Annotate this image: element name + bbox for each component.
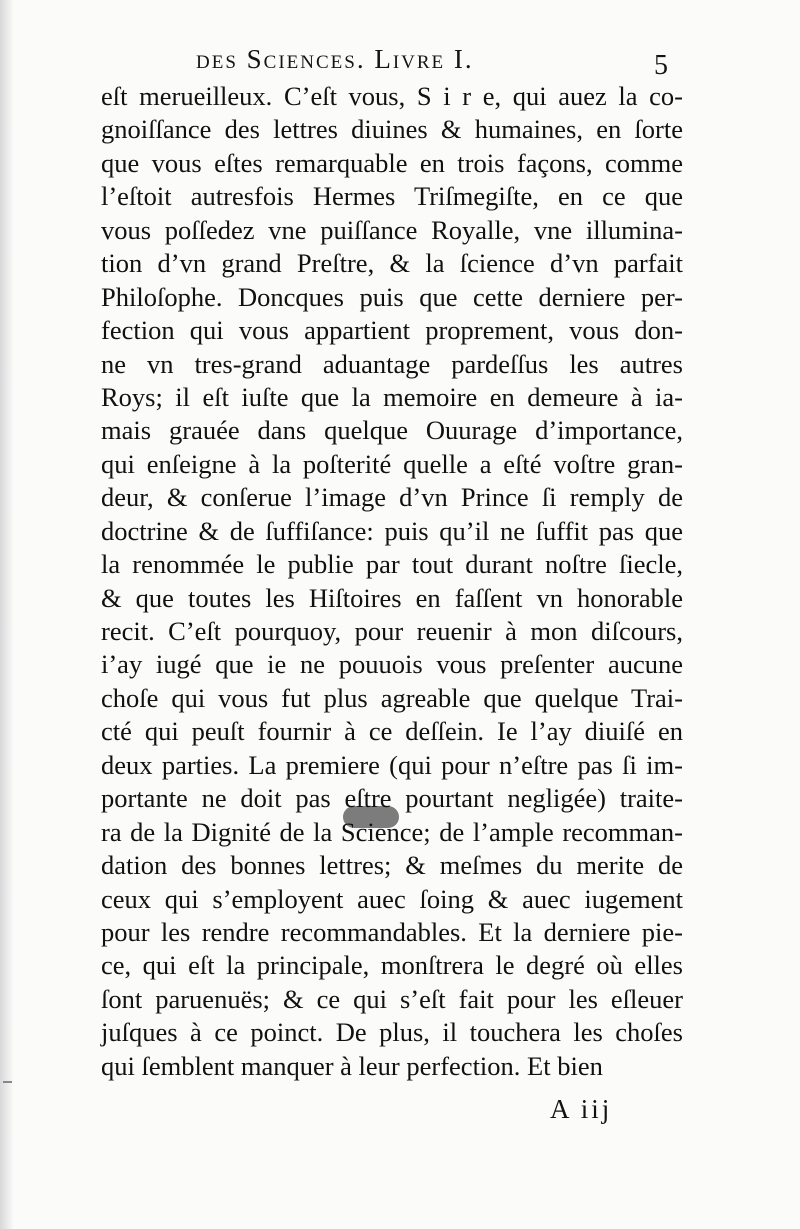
text-line: portante ne doit pas eſtre pourtant negligée) traite- [101, 783, 683, 814]
text-line: Roys; il eſt iuſte que la memoire en demeure à ia- [101, 381, 683, 412]
text-line: ra de la Dignité de la Science; de l’ample recomman- [101, 816, 683, 847]
text-line: fection qui vous appartient proprement, vous don- [101, 315, 683, 346]
text-line: pour les rendre recommandables. Et la derniere pie- [101, 916, 683, 947]
text-line: eſt merueilleux. C’eſt vous, S i r e, qui auez la co- [101, 81, 683, 111]
text-line: doctrine & de ſuffiſance: puis qu’il ne ſuffit pas que [101, 515, 683, 546]
text-line: tion d’vn grand Preſtre, & la ſcience d’vn parfait [101, 248, 683, 279]
text-line: ce, qui eſt la principale, monſtrera le degré où elles [101, 950, 683, 981]
text-line: Philoſophe. Doncques puis que cette derniere per- [101, 281, 683, 312]
signature-mark: A iij [550, 1094, 613, 1124]
text-line: cté qui peuſt fournir à ce deſſein. Ie l’ay diuiſé en [101, 716, 683, 747]
text-line: dation des bonnes lettres; & meſmes du merite de [101, 850, 683, 881]
text-line: que vous eſtes remarquable en trois façons, comme [101, 147, 683, 178]
margin-mark [3, 1081, 12, 1083]
text-line: deux parties. La premiere (qui pour n’eſtre pas ſi im- [101, 749, 683, 780]
text-line: vous poſſedez vne puiſſance Royalle, vne illumina- [101, 214, 683, 245]
running-head-title: des Sciences. Livre I. [196, 44, 474, 74]
text-line: l’eſtoit autresfois Hermes Triſmegiſte, en ce que [101, 181, 683, 212]
text-line: & que toutes les Hiſtoires en faſſent vn honorable [101, 582, 683, 613]
text-line: recit. C’eſt pourquoy, pour reuenir à mon diſcours, [101, 616, 683, 646]
page-gutter-shadow [0, 0, 14, 1229]
text-line: choſe qui vous fut plus agreable que quelque Trai- [101, 682, 683, 713]
text-line: juſques à ce poinct. De plus, il touchera les choſes [101, 1017, 683, 1048]
text-line: ſont paruenuës; & ce qui s’eſt fait pour les eſleuer [101, 983, 683, 1014]
text-line: i’ay iugé que ie ne pouuois vous preſenter aucune [101, 649, 683, 680]
text-line: qui ſemblent manquer à leur perfection. Et bien [101, 1050, 603, 1081]
text-line: ne vn tres-grand aduantage pardeſſus les autres [101, 348, 683, 379]
text-line: mais grauée dans quelque Ouurage d’importance, [101, 415, 683, 446]
body-text [101, 80, 683, 1083]
page-number: 5 [654, 50, 670, 81]
text-line: qui enſeigne à la poſterité quelle a eſté voſtre gran- [101, 448, 683, 479]
text-line: la renommée le publie par tout durant noſtre ſiecle, [101, 549, 683, 580]
text-line: deur, & conſerue l’image d’vn Prince ſi remply de [101, 482, 683, 513]
text-line: gnoiſſance des lettres diuines & humaines, en ſorte [101, 114, 683, 145]
text-line: ceux qui s’employent auec ſoing & auec iugement [101, 883, 683, 914]
running-head [196, 44, 676, 84]
